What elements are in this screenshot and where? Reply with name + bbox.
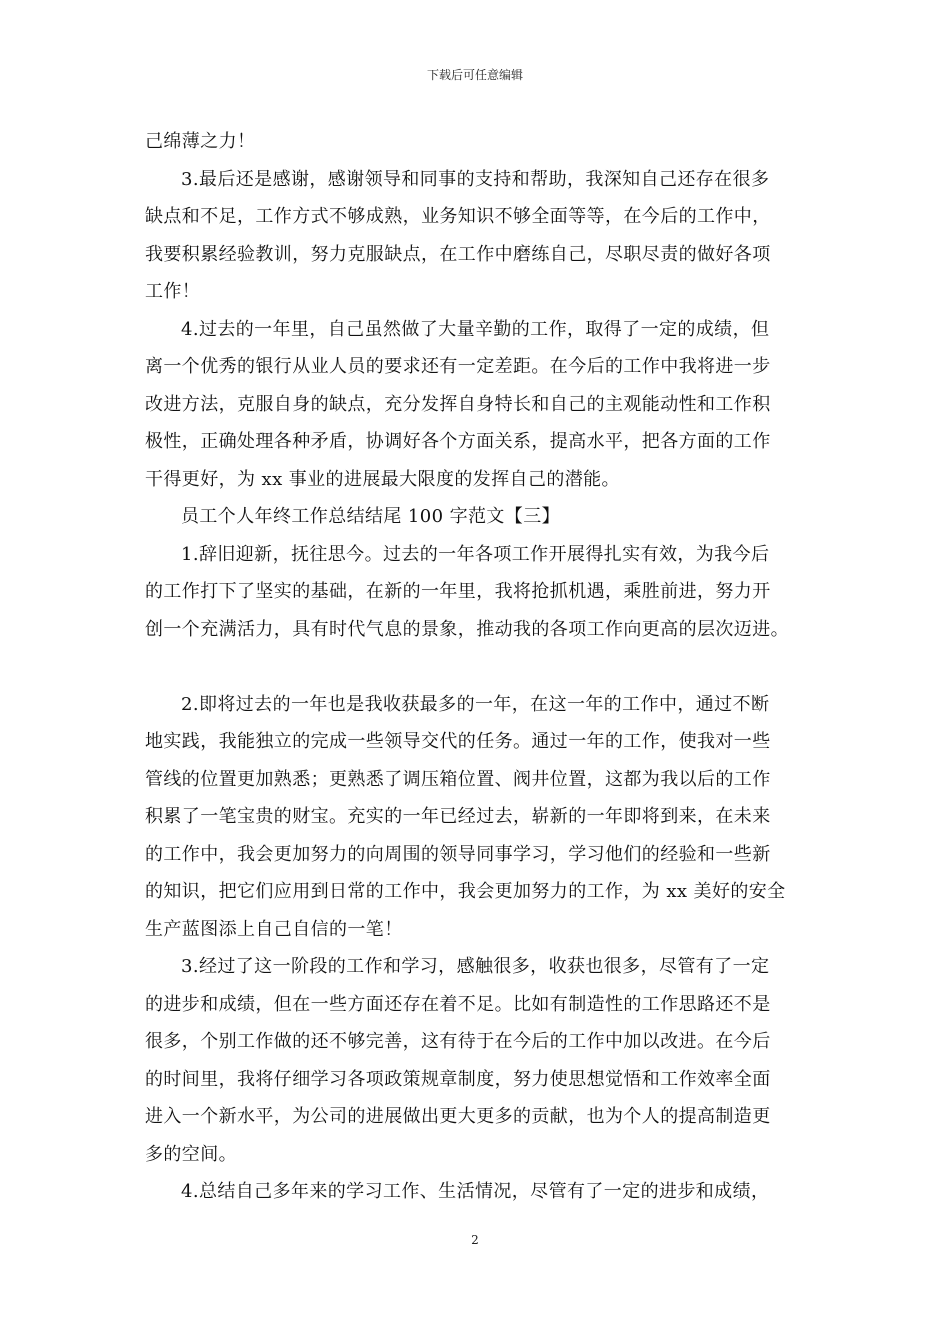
text-line: 我要积累经验教训，努力克服缺点，在工作中磨练自己，尽职尽责的做好各项	[145, 243, 771, 265]
text-line: 创一个充满活力，具有时代气息的景象，推动我的各项工作向更高的层次迈进。	[145, 618, 789, 640]
text-line: 己绵薄之力！	[145, 131, 256, 152]
text-line: 地实践，我能独立的完成一些领导交代的任务。通过一年的工作，使我对一些	[145, 731, 771, 752]
text-line: 改进方法，克服自身的缺点，充分发挥自身特长和自己的主观能动性和工作积	[145, 393, 771, 415]
text-line: 多的空间。	[145, 1143, 237, 1165]
text-line: 积累了一笔宝贵的财宝。充实的一年已经过去，崭新的一年即将到来，在未来	[145, 806, 771, 827]
text-line: 的知识，把它们应用到日常的工作中，我会更加努力的工作，为 xx 美好的安全	[145, 881, 786, 902]
text-line: 3.经过了这一阶段的工作和学习，感触很多，收获也很多，尽管有了一定	[181, 956, 770, 977]
section-heading: 员工个人年终工作总结结尾 100 字范文【三】	[181, 506, 560, 527]
text-line: 很多，个别工作做的还不够完善，这有待于在今后的工作中加以改进。在今后	[145, 1031, 771, 1052]
text-line: 工作！	[145, 281, 201, 302]
text-line: 缺点和不足，工作方式不够成熟，业务知识不够全面等等，在今后的工作中，	[145, 206, 771, 227]
text-line: 生产蓝图添上自己自信的一笔！	[145, 918, 403, 940]
text-line: 的时间里，我将仔细学习各项政策规章制度，努力使思想觉悟和工作效率全面	[145, 1068, 771, 1090]
text-line: 的进步和成绩，但在一些方面还存在着不足。比如有制造性的工作思路还不是	[145, 993, 771, 1015]
text-line: 2.即将过去的一年也是我收获最多的一年，在这一年的工作中，通过不断	[181, 693, 770, 715]
page-number: 2	[471, 1233, 479, 1247]
text-line: 4.总结自己多年来的学习工作、生活情况，尽管有了一定的进步和成绩，	[181, 1181, 770, 1202]
text-line: 的工作打下了坚实的基础，在新的一年里，我将抢抓机遇，乘胜前进，努力开	[145, 581, 771, 602]
text-line: 极性，正确处理各种矛盾，协调好各个方面关系，提高水平，把各方面的工作	[145, 431, 771, 452]
text-line: 干得更好，为 xx 事业的进展最大限度的发挥自己的潜能。	[145, 468, 620, 490]
paragraph-gap	[145, 648, 825, 686]
text-line: 管线的位置更加熟悉；更熟悉了调压箱位置、阀井位置，这都为我以后的工作	[145, 768, 771, 790]
text-line: 离一个优秀的银行从业人员的要求还有一定差距。在今后的工作中我将进一步	[145, 356, 771, 377]
page-header: 下载后可任意编辑	[426, 68, 523, 82]
text-line: 1.辞旧迎新，抚往思今。过去的一年各项工作开展得扎实有效，为我今后	[181, 543, 770, 565]
text-line: 进入一个新水平，为公司的进展做出更大更多的贡献，也为个人的提高制造更	[145, 1106, 771, 1127]
text-line: 3.最后还是感谢，感谢领导和同事的支持和帮助，我深知自己还存在很多	[181, 168, 770, 190]
text-line: 的工作中，我会更加努力的向周围的领导同事学习，学习他们的经验和一些新	[145, 843, 771, 865]
text-line: 4.过去的一年里，自己虽然做了大量辛勤的工作，取得了一定的成绩，但	[181, 318, 770, 340]
document-body	[145, 123, 825, 1211]
